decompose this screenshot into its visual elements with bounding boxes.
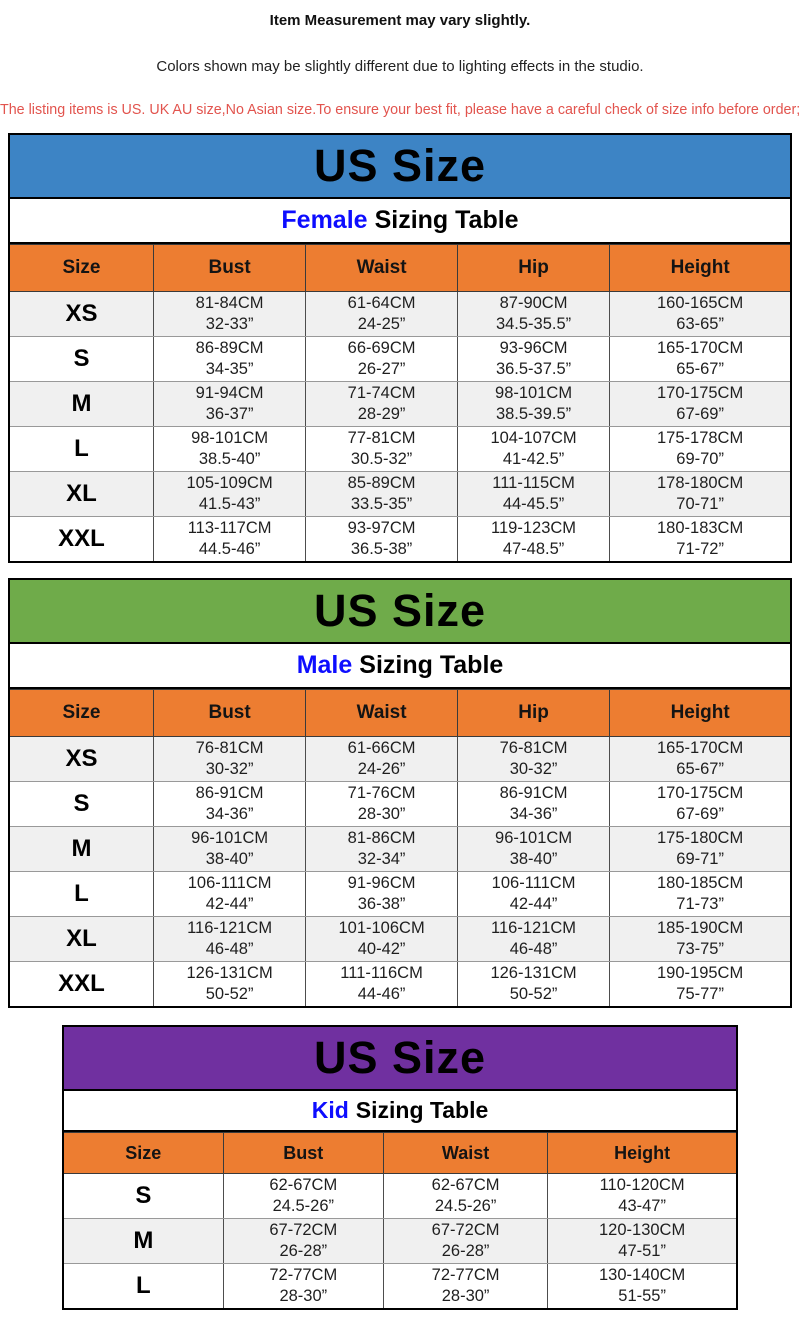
- measurement-cm: 116-121CM: [491, 919, 577, 937]
- size-label: XXL: [9, 962, 153, 1008]
- measurement-inches: 30.5-32”: [350, 450, 413, 468]
- measurement-inches: 26-28”: [279, 1242, 328, 1260]
- measurement-cm: 66-69CM: [347, 339, 416, 357]
- measurement-inches: 44-46”: [357, 985, 406, 1003]
- measurement-inches: 36.5-37.5”: [495, 360, 572, 378]
- size-label: XL: [9, 917, 153, 962]
- measurement-cell: [457, 962, 609, 1008]
- measurement-cm: 170-175CM: [657, 784, 744, 802]
- measurement-cell: [306, 517, 458, 563]
- measurement-cell: [306, 827, 458, 872]
- table-row: [63, 1174, 737, 1219]
- table-row: [9, 382, 791, 427]
- measurement-inches: 42-44”: [509, 895, 558, 913]
- table-row: [9, 427, 791, 472]
- size-label: XL: [9, 472, 153, 517]
- column-header-height: Height: [610, 690, 791, 737]
- measurement-cell: [457, 337, 609, 382]
- us-size-warning-notice: The listing items is US. UK AU size,No Asian size.To ensure your best fit, please have a careful check of size info before order;: [0, 102, 800, 118]
- measurement-cell: [457, 292, 609, 337]
- measurement-inches: 28-30”: [357, 805, 406, 823]
- measurement-cell: [306, 472, 458, 517]
- measurement-cm: 86-89CM: [195, 339, 264, 357]
- measurement-cell: [610, 962, 791, 1008]
- measurement-cell: [457, 827, 609, 872]
- measurement-cm: 81-86CM: [347, 829, 416, 847]
- measurement-cm: 130-140CM: [599, 1266, 686, 1284]
- kid-size-table: [62, 1025, 738, 1310]
- measurement-cell: [457, 427, 609, 472]
- measurement-cm: 185-190CM: [657, 919, 744, 937]
- measurement-inches: 38.5-39.5”: [495, 405, 572, 423]
- measurement-inches: 41-42.5”: [502, 450, 565, 468]
- measurement-cell: [306, 337, 458, 382]
- measurement-cm: 116-121CM: [187, 919, 273, 937]
- measurement-inches: 70-71”: [676, 495, 724, 513]
- measurement-cell: [153, 292, 305, 337]
- measurement-inches: 36-37”: [205, 405, 254, 423]
- column-header-bust: Bust: [153, 245, 305, 292]
- column-header-waist: Waist: [306, 690, 458, 737]
- measurement-cell: [153, 337, 305, 382]
- size-label: L: [9, 427, 153, 472]
- measurement-cell: [153, 962, 305, 1008]
- measurement-cell: [457, 782, 609, 827]
- female-banner: US Size: [8, 133, 792, 199]
- size-label: M: [9, 827, 153, 872]
- measurement-cm: 93-96CM: [499, 339, 568, 357]
- measurement-inches: 50-52”: [509, 985, 558, 1003]
- measurement-cell: [610, 472, 791, 517]
- measurement-cm: 165-170CM: [657, 739, 744, 757]
- measurement-cm: 85-89CM: [347, 474, 416, 492]
- size-label: L: [63, 1264, 223, 1310]
- measurement-inches: 71-72”: [676, 540, 724, 558]
- measurement-cell: [223, 1264, 383, 1310]
- measurement-cm: 120-130CM: [599, 1221, 686, 1239]
- measurement-cell: [306, 782, 458, 827]
- measurement-cm: 71-74CM: [347, 384, 416, 402]
- measurement-cell: [153, 737, 305, 782]
- measurement-cm: 67-72CM: [269, 1221, 338, 1239]
- measurement-cell: [153, 382, 305, 427]
- measurement-cm: 93-97CM: [347, 519, 416, 537]
- measurement-cm: 72-77CM: [269, 1266, 338, 1284]
- measurement-inches: 67-69”: [676, 405, 724, 423]
- measurement-inches: 46-48”: [509, 940, 558, 958]
- measurement-inches: 36.5-38”: [350, 540, 413, 558]
- measurement-inches: 42-44”: [205, 895, 254, 913]
- table-row: [9, 827, 791, 872]
- measurement-cell: [153, 517, 305, 563]
- measurement-cm: 180-183CM: [657, 519, 744, 537]
- column-header-waist: Waist: [383, 1133, 547, 1174]
- measurement-cell: [610, 337, 791, 382]
- measurement-cm: 87-90CM: [499, 294, 568, 312]
- measurement-cell: [383, 1264, 547, 1310]
- measurement-inches: 44.5-46”: [198, 540, 261, 558]
- measurement-inches: 28-30”: [279, 1287, 328, 1305]
- column-header-height: Height: [610, 245, 791, 292]
- measurement-cm: 175-178CM: [657, 429, 744, 447]
- female-subtitle: [8, 199, 792, 244]
- measurement-inches: 41.5-43”: [198, 495, 261, 513]
- measurement-inches: 50-52”: [205, 985, 254, 1003]
- size-label: XS: [9, 737, 153, 782]
- measurement-cm: 62-67CM: [269, 1176, 338, 1194]
- measurement-cm: 61-66CM: [347, 739, 416, 757]
- measurement-cell: [306, 382, 458, 427]
- measurement-cell: [610, 737, 791, 782]
- measurement-inches: 32-34”: [357, 850, 406, 868]
- table-row: [9, 517, 791, 563]
- measurement-inches: 28-30”: [441, 1287, 490, 1305]
- measurement-cm: 126-131CM: [490, 964, 577, 982]
- measurement-cell: [457, 872, 609, 917]
- measurement-inches: 32-33”: [205, 315, 254, 333]
- measurement-cell: [610, 872, 791, 917]
- measurement-cell: [610, 827, 791, 872]
- measurement-cell: [153, 427, 305, 472]
- measurement-cell: [610, 782, 791, 827]
- size-label: XXL: [9, 517, 153, 563]
- measurement-inches: 43-47”: [618, 1197, 666, 1215]
- measurement-inches: 34-35”: [205, 360, 254, 378]
- female-measurements-table: [8, 244, 792, 563]
- table-row: [63, 1264, 737, 1310]
- measurement-inches: 46-48”: [205, 940, 254, 958]
- column-header-hip: Hip: [457, 245, 609, 292]
- measurement-cell: [457, 382, 609, 427]
- measurement-inches: 36-38”: [357, 895, 406, 913]
- measurement-inches: 69-71”: [676, 850, 724, 868]
- kid-subtitle-highlight: Kid: [311, 1097, 349, 1123]
- measurement-cm: 91-94CM: [195, 384, 264, 402]
- measurement-cm: 77-81CM: [347, 429, 416, 447]
- column-header-size: Size: [9, 690, 153, 737]
- measurement-cell: [383, 1174, 547, 1219]
- measurement-cm: 106-111CM: [491, 874, 576, 892]
- measurement-cm: 160-165CM: [657, 294, 744, 312]
- female-size-table: [8, 133, 792, 563]
- measurement-inches: 24-26”: [357, 760, 406, 778]
- kid-banner: US Size: [62, 1025, 738, 1091]
- measurement-inches: 24-25”: [357, 315, 406, 333]
- measurement-inches: 24.5-26”: [272, 1197, 335, 1215]
- measurement-cm: 190-195CM: [657, 964, 744, 982]
- measurement-cm: 86-91CM: [195, 784, 264, 802]
- size-label: S: [9, 782, 153, 827]
- measurement-inches: 44-45.5”: [502, 495, 565, 513]
- measurement-inches: 34-36”: [509, 805, 558, 823]
- measurement-cm: 105-109CM: [186, 474, 273, 492]
- measurement-cm: 71-76CM: [347, 784, 416, 802]
- measurement-cell: [153, 472, 305, 517]
- measurement-cell: [548, 1174, 737, 1219]
- size-label: L: [9, 872, 153, 917]
- measurement-cm: 76-81CM: [195, 739, 264, 757]
- measurement-inches: 38.5-40”: [198, 450, 261, 468]
- measurement-inches: 34-36”: [205, 805, 254, 823]
- measurement-cm: 72-77CM: [431, 1266, 500, 1284]
- measurement-inches: 24.5-26”: [434, 1197, 497, 1215]
- measurement-inches: 69-70”: [676, 450, 724, 468]
- column-header-waist: Waist: [306, 245, 458, 292]
- measurement-cm: 119-123CM: [491, 519, 577, 537]
- measurement-cell: [457, 472, 609, 517]
- kid-measurements-table: [62, 1132, 738, 1310]
- measurement-cm: 111-115CM: [492, 474, 575, 492]
- measurement-inches: 38-40”: [509, 850, 558, 868]
- measurement-cell: [306, 292, 458, 337]
- male-subtitle-highlight: Male: [296, 651, 353, 679]
- size-label: S: [63, 1174, 223, 1219]
- measurement-cm: 170-175CM: [657, 384, 744, 402]
- measurement-cell: [457, 917, 609, 962]
- measurement-inches: 26-28”: [441, 1242, 490, 1260]
- measurement-cm: 76-81CM: [499, 739, 568, 757]
- measurement-inches: 38-40”: [205, 850, 254, 868]
- column-header-bust: Bust: [153, 690, 305, 737]
- measurement-cm: 180-185CM: [657, 874, 744, 892]
- measurement-cm: 104-107CM: [490, 429, 577, 447]
- table-row: [9, 962, 791, 1008]
- measurement-cell: [306, 872, 458, 917]
- male-subtitle-rest: Sizing Table: [359, 651, 504, 679]
- measurement-cell: [306, 427, 458, 472]
- measurement-cell: [548, 1264, 737, 1310]
- measurement-cm: 67-72CM: [431, 1221, 500, 1239]
- column-header-hip: Hip: [457, 690, 609, 737]
- column-header-row: [63, 1133, 737, 1174]
- table-row: [63, 1219, 737, 1264]
- measurement-inches: 34.5-35.5”: [495, 315, 572, 333]
- measurement-cm: 175-180CM: [657, 829, 744, 847]
- measurement-cm: 113-117CM: [187, 519, 272, 537]
- measurement-cell: [457, 737, 609, 782]
- measurement-cell: [153, 827, 305, 872]
- measurement-cm: 62-67CM: [431, 1176, 500, 1194]
- size-label: M: [63, 1219, 223, 1264]
- size-label: S: [9, 337, 153, 382]
- measurement-inches: 51-55”: [618, 1287, 666, 1305]
- measurement-cell: [610, 917, 791, 962]
- table-row: [9, 737, 791, 782]
- measurement-cell: [610, 427, 791, 472]
- table-row: [9, 872, 791, 917]
- measurement-cm: 86-91CM: [499, 784, 568, 802]
- male-banner: US Size: [8, 578, 792, 644]
- male-size-table: [8, 578, 792, 1008]
- table-row: [9, 472, 791, 517]
- measurement-inches: 75-77”: [676, 985, 724, 1003]
- measurement-inches: 73-75”: [676, 940, 724, 958]
- measurement-inches: 71-73”: [676, 895, 724, 913]
- measurement-cm: 101-106CM: [338, 919, 425, 937]
- measurement-cm: 96-101CM: [191, 829, 269, 847]
- female-subtitle-rest: Sizing Table: [374, 206, 519, 234]
- measurement-cm: 106-111CM: [187, 874, 272, 892]
- measurement-cell: [610, 382, 791, 427]
- measurement-cm: 81-84CM: [195, 294, 264, 312]
- measurement-cm: 126-131CM: [186, 964, 273, 982]
- measurement-inches: 40-42”: [357, 940, 406, 958]
- size-label: XS: [9, 292, 153, 337]
- table-row: [9, 782, 791, 827]
- size-label: M: [9, 382, 153, 427]
- male-subtitle: [8, 644, 792, 689]
- measurement-cm: 178-180CM: [657, 474, 744, 492]
- measurement-cell: [610, 292, 791, 337]
- measurement-inches: 30-32”: [509, 760, 558, 778]
- measurement-cm: 98-101CM: [495, 384, 573, 402]
- male-measurements-table: [8, 689, 792, 1008]
- measurement-inches: 33.5-35”: [350, 495, 413, 513]
- measurement-inches: 47-48.5”: [502, 540, 565, 558]
- table-row: [9, 292, 791, 337]
- measurement-inches: 30-32”: [205, 760, 254, 778]
- measurement-cm: 91-96CM: [347, 874, 416, 892]
- measurement-cm: 111-116CM: [340, 964, 423, 982]
- measurement-inches: 26-27”: [357, 360, 406, 378]
- measurement-inches: 65-67”: [676, 360, 724, 378]
- measurement-inches: 67-69”: [676, 805, 724, 823]
- color-disclaimer-notice: Colors shown may be slightly different due to lighting effects in the studio.: [156, 58, 644, 75]
- measurement-cm: 165-170CM: [657, 339, 744, 357]
- measurement-cm: 110-120CM: [599, 1176, 685, 1194]
- measurement-cell: [383, 1219, 547, 1264]
- column-header-height: Height: [548, 1133, 737, 1174]
- column-header-bust: Bust: [223, 1133, 383, 1174]
- kid-subtitle-rest: Sizing Table: [355, 1097, 489, 1123]
- column-header-size: Size: [9, 245, 153, 292]
- measurement-cell: [457, 517, 609, 563]
- measurement-cell: [306, 917, 458, 962]
- measurement-cm: 61-64CM: [347, 294, 416, 312]
- measurement-cell: [223, 1174, 383, 1219]
- table-row: [9, 917, 791, 962]
- measurement-cell: [153, 782, 305, 827]
- measurement-inches: 28-29”: [357, 405, 406, 423]
- kid-subtitle: [62, 1091, 738, 1132]
- measurement-cell: [153, 917, 305, 962]
- column-header-row: [9, 245, 791, 292]
- measurement-cell: [610, 517, 791, 563]
- measurement-cm: 98-101CM: [191, 429, 269, 447]
- column-header-row: [9, 690, 791, 737]
- female-subtitle-highlight: Female: [281, 206, 368, 234]
- table-row: [9, 337, 791, 382]
- measurement-notice: Item Measurement may vary slightly.: [269, 12, 531, 29]
- measurement-inches: 63-65”: [676, 315, 724, 333]
- measurement-cm: 96-101CM: [495, 829, 573, 847]
- measurement-cell: [223, 1219, 383, 1264]
- measurement-cell: [306, 962, 458, 1008]
- measurement-cell: [153, 872, 305, 917]
- measurement-cell: [548, 1219, 737, 1264]
- measurement-inches: 47-51”: [618, 1242, 666, 1260]
- measurement-cell: [306, 737, 458, 782]
- measurement-inches: 65-67”: [676, 760, 724, 778]
- column-header-size: Size: [63, 1133, 223, 1174]
